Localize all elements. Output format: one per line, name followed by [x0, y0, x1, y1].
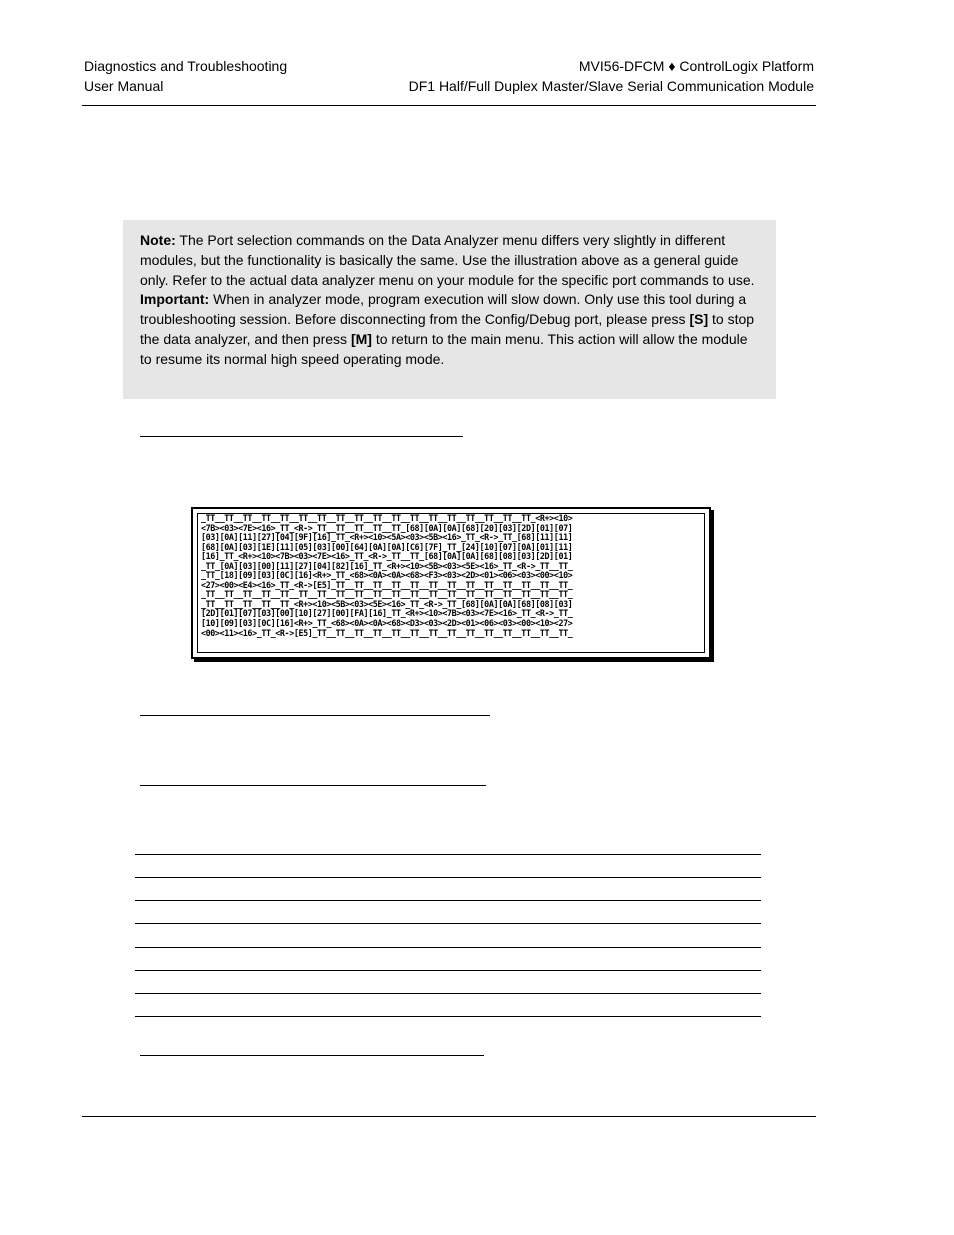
heading-underline-2	[140, 715, 490, 716]
analyzer-screen-text	[197, 513, 705, 653]
analyzer-screenshot	[191, 507, 711, 659]
important-paragraph	[140, 290, 759, 369]
footer-divider	[82, 1116, 816, 1117]
table-rule	[135, 900, 761, 901]
heading-underline-4	[140, 1055, 484, 1056]
table-rule	[135, 970, 761, 971]
table-rule	[135, 854, 761, 855]
note-box	[123, 220, 776, 399]
table-rule	[135, 947, 761, 948]
analyzer-line: [16]_TT_<R+><10><7B><03><7E><16>_TT_<R->_TT__TT_[68][0A][0A][68][08][03][2D][01]	[201, 551, 573, 562]
manual-title: User Manual	[84, 77, 164, 94]
table-rule	[135, 993, 761, 994]
note-text: The Port selection commands on the Data Analyzer menu differs very slightly in different modules, but the functionality is basically the same. Use the illustration above as a general guide only. Refer to the actual data analyzer menu on your module for the specific port commands to use.	[140, 232, 755, 288]
analyzer-line: [10][09][03][0C][16]<R+>_TT_<68><0A><0A><68><D3><03><2D><01><06><03><00><10><27>	[201, 618, 573, 629]
header-divider	[82, 105, 816, 106]
analyzer-line: <27><00><E4><16>_TT_<R->[E5]_TT__TT__TT__TT__TT__TT__TT__TT__TT__TT__TT__TT__TT_	[201, 579, 573, 590]
product-title: MVI56-DFCM ♦ ControlLogix Platform	[578, 58, 814, 74]
key-s: [S]	[689, 311, 709, 328]
heading-underline-1	[140, 436, 463, 437]
note-label: Note:	[140, 232, 176, 248]
analyzer-line: <00><11><16>_TT_<R->[E5]_TT__TT__TT__TT__TT__TT__TT__TT__TT__TT__TT__TT__TT__TT_	[201, 627, 573, 638]
note-paragraph	[140, 231, 759, 290]
analyzer-line: _TT_[18][09][03][0C][16]<R+>_TT_<68><0A><0A><68><F3><03><2D><01><06><03><00><10>	[201, 570, 573, 581]
analyzer-line: [03][0A][11][27][04][9F][16]_TT_<R+><10><5A><03><5B><16>_TT_<R->_TT_[68][11][11]	[201, 532, 573, 543]
important-text-1: When in analyzer mode, program execution will slow down. Only use this tool during a troubleshooting session. Before disconnecting from the Config/Debug port, please press	[140, 291, 747, 328]
running-header-left	[84, 57, 287, 96]
important-text-2: to stop the data analyzer, and then press	[140, 311, 755, 347]
table-rule	[135, 877, 761, 878]
analyzer-line: <7B><03><7E><16>_TT_<R->_TT__TT__TT__TT__TT_[68][0A][0A][68][20][03][2D][01][07]	[201, 522, 573, 533]
analyzer-line: [2D][01][07][03][00][10][27][00][FA][16]_TT_<R+><10><7B><03><7E><16>_TT_<R->_TT_	[201, 608, 573, 619]
running-header-right	[409, 57, 814, 96]
important-text-3: to return to the main menu. This action will allow the module to resume its normal high speed operating mode.	[140, 330, 748, 367]
important-label: Important:	[140, 291, 210, 308]
analyzer-line: _TT__TT__TT__TT__TT__TT__TT__TT__TT__TT__TT__TT__TT__TT__TT__TT__TT__TT__TT__TT_	[201, 589, 573, 600]
key-m: [M]	[350, 330, 372, 347]
section-title: Diagnostics and Troubleshooting	[84, 58, 288, 74]
table-rule	[135, 923, 761, 924]
analyzer-line: _TT_[0A][03][00][11][27][04][82][16]_TT_<R+><10><5B><03><5E><16>_TT_<R->_TT__TT_	[201, 560, 573, 571]
analyzer-line: [68][0A][03][1E][11][05][03][00][64][0A][0A][C6][7F]_TT_[24][10][07][0A][01][11]	[201, 541, 573, 552]
product-subtitle: DF1 Half/Full Duplex Master/Slave Serial Communication Module	[408, 77, 814, 94]
table-rule	[135, 1016, 761, 1017]
analyzer-line: _TT__TT__TT__TT__TT_<R+><10><5B><03><5E><16>_TT_<R->_TT_[68][0A][0A][68][08][03]	[201, 598, 573, 609]
heading-underline-3	[140, 785, 486, 786]
analyzer-line: _TT__TT__TT__TT__TT__TT__TT__TT__TT__TT__TT__TT__TT__TT__TT__TT__TT__TT_<R+><10>	[201, 513, 573, 523]
